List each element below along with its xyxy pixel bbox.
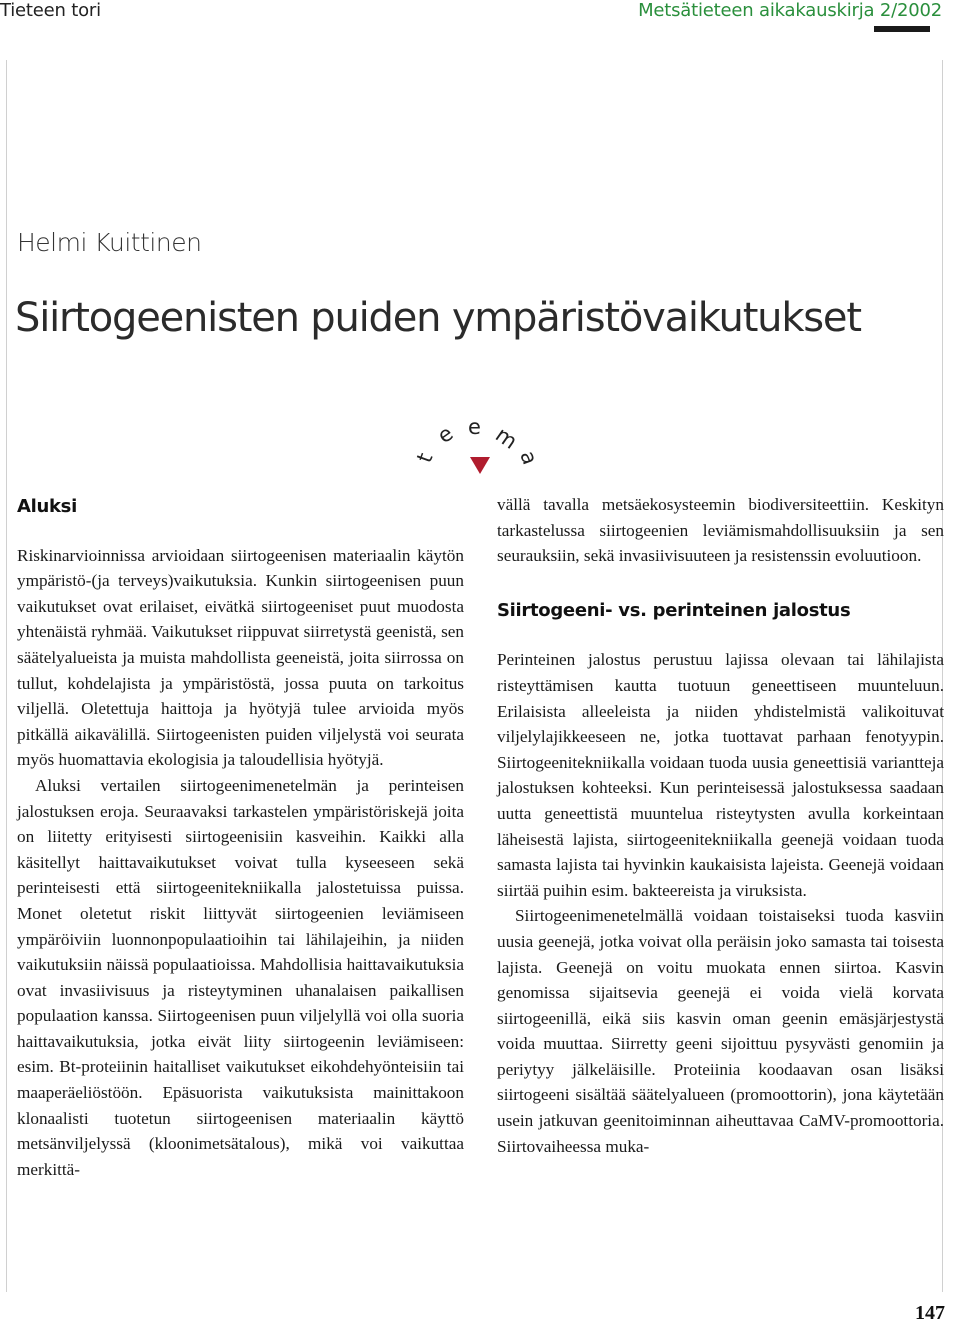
right-column <box>497 492 944 1159</box>
teema-letter-t: t <box>412 449 438 466</box>
left-paragraph-1: Riskinarvioinnissa arvioidaan siirtogeenisen materiaalin käytön ympäristö-(ja terveys)vaikutuksia. Kunkin siirtogeenisen puun vaikutukset ovat erilaiset, eivätkä siirtogeeniset puut muodosta yhtenäistä ryhmää. Vaikutukset riippuvat siirretystä geenistä, sen säätelyalueista ja muista mahdollista geeneistä, joita siirrossa on tullut, kohdelajista ja ympäristöstä, jossa puuta on tarkoitus viljellä. Oletettuja haittoja ja hyötyjä tulee arvioida myös pitkällä aikavälillä. Siirtogeenisten puiden viljelystä voi seurata myös huomattavia ekologisia ja taloudellisia hyötyjä. <box>17 545 464 770</box>
journal-title: Metsätieteen aikakauskirja 2/2002 <box>638 0 942 21</box>
teema-marker-icon <box>470 457 490 474</box>
left-column <box>17 492 464 1182</box>
teema-letter-m: m <box>491 422 522 454</box>
left-margin-rule <box>6 60 7 1292</box>
teema-letter-e2: e <box>468 415 481 439</box>
article-title: Siirtogeenisten puiden ympäristövaikutukset <box>15 295 861 341</box>
section-heading-aluksi: Aluksi <box>17 496 77 517</box>
author-name: Helmi Kuittinen <box>17 228 202 257</box>
right-paragraph-0: vällä tavalla metsäekosysteemin biodiversiteettiin. Keskityn tarkastelussa siirtogeenien leviämismahdollisuuksiin ja sen seurauksiin, sekä invasiivisuuteen ja resistenssin evoluutioon. <box>497 495 944 566</box>
teema-letter-a: a <box>515 447 543 468</box>
teema-letter-e1: e <box>433 421 458 449</box>
section-heading-siirtogeeni: Siirtogeeni- vs. perinteinen jalostus <box>497 599 851 621</box>
header-bar <box>874 26 930 32</box>
left-paragraph-2: Aluksi vertailen siirtogeenimenetelmän ja perinteisen jalostuksen eroja. Seuraavaksi tarkastelen ympäristöriskejä joita on liitetty erityisesti siirtogeenisiin kasveihin. Kaikki alla käsitellyt haittavaikutukset voivat tulla kyseeseen sekä perinteisesti että siirtogeenitekniikalla jalostetuissa puissa. Monet oletetut riskit liittyvät siirtogeenien leviämiseen ympäröiviin luonnonpopulaatioihin tai lähilajeihin, ja niiden vaikutuksiin näissä populaatioissa. Mahdollisia haittavaikutuksia ovat invasiivisuus ja risteytyminen uhanalaisen paikallisen populaation kanssa. Siirtogeenisen puun viljelyllä voi olla suoria haittavaikutuksia, jotka eivät liity siirtogeenin leviämiseen: esim. Bt-proteiinin haitalliset vaikutukset eikohdehyönteisiin tai maaperäeliöstöön. Epäsuorista vaikutuksista mainittakoon klonaalisti tuotetun siirtogeenisen materiaalin käyttö metsänviljelyssä (kloonimetsätalous), mikä voi vaikuttaa merkittä- <box>17 775 464 1179</box>
section-label: Tieteen tori <box>0 0 101 21</box>
right-paragraph-1: Perinteinen jalostus perustuu lajissa olevaan tai lähilajista risteyttämisen kautta tuotuun geneettiseen muunteluun. Erilaisista alleeleista ja niiden yhdistelmistä valikoituvat viljelylajikkeeseen ne, jotka tuottavat parhaan fenotyypin. Siirtogeenitekniikalla voidaan tuoda uusia geneettisiä variantteja jalostuksen kohteeksi. Kun perinteisessä jalostuksessa saadaan uutta geneettistä muuntelua risteytysten avulla korkeintaan läheisestä lajista, siirtogeenitekniikalla geenejä voidaan tuoda samasta lajista tai hyvinkin kaukaisista lajeista. Geenejä voidaan siirtää puihin esim. bakteereista ja viruksista. <box>497 650 944 900</box>
right-paragraph-2: Siirtogeenimenetelmällä voidaan toistaiseksi tuoda kasviin uusia geenejä, jotka voivat olla peräisin joko samasta tai toisesta lajista. Geenejä on voitu muokata ennen siirtoa. Kasvin genomissa sijaitsevia geenejä ei voida vielä korvata siirtogeenillä, eikä siis kasvin oman geenin emäsjärjestystä voida muuttaa. Siirretty geeni sijoittuu pysyvästi genomiin ja periytyy jälkeläisille. Proteiinia koodaavan osan lisäksi siirtogeeni sisältää säätelyalueen (promoottorin), jona käytetään usein jatkuvan geenitoiminnan aiheuttavaa CaMV-promoottoria. Siirtovaiheessa muka- <box>497 906 944 1156</box>
page-number: 147 <box>915 1302 945 1324</box>
teema-logo <box>412 412 548 474</box>
